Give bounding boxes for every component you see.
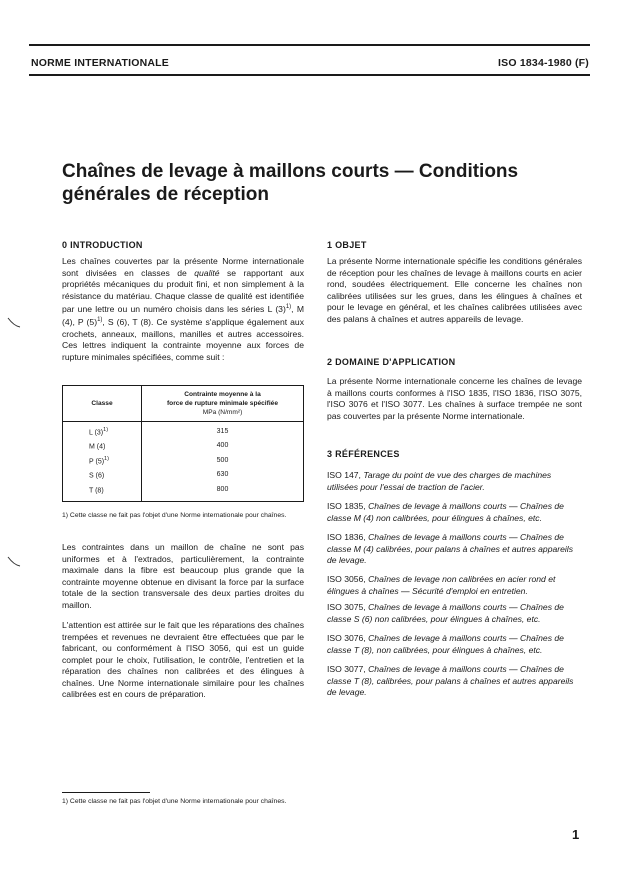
table-row (63, 439, 304, 454)
table-cell-value: 630 (216, 471, 229, 479)
table-cell-classe: T (8) (63, 482, 142, 501)
reference-item: ISO 3076, Chaînes de levage à maillons courts — Chaînes de classe T (8), non calibrées, pour élingues à chaînes, etc. (327, 633, 564, 655)
table-cell-classe: L $(3)^{1)}$ (63, 422, 142, 439)
intro-paragraph-1: Les chaînes couvertes par la présente Norme internationale sont divisées en classes de qualité se rapportant aux propriétés mécaniques du produit fini, et non simplement à la résistance du matériau. Chaque classe de qualité est identifiée par une lettre ou un numéro choisis dans les séries L $(3)^{1)}$, M (4), P $(5)^{1)}$, S (6), T (8). Ce système s'applique également aux crochets, anneaux, maillons, manilles et autres accessoires. Ces lettres indiquent la contrainte moyenne aux forces de rupture minimales spécifiées, comme suit : (62, 256, 305, 362)
table-cell-classe: S (6) (63, 468, 142, 483)
reference-item: ISO 3056, Chaînes de levage non calibrées en acier rond et élingues à chaînes — Sécurité d'emploi en entretien. (327, 574, 556, 596)
intro-paragraph-2: Les contraintes dans un maillon de chaîne ne sont pas uniformes et à l'extrados, particulièrement, la contrainte maximale dans la fibre est beaucoup plus grande que la contrainte moyenne obtenue en divisant la force par la surface totale de la section transversale des deux parties droites du maillon. (62, 542, 304, 610)
reference-item: ISO 1835, Chaînes de levage à maillons courts — Chaînes de classe M (4) non calibrées, pour élingues à chaînes, etc. (327, 501, 564, 523)
table-cell-value: 800 (216, 485, 229, 493)
reference-item: ISO 1836, Chaînes de levage à maillons courts — Chaînes de classe M (4) calibrées, pour palans à chaînes et autres appareils de levage. (327, 532, 574, 565)
document-title: Chaînes de levage à maillons courts — Conditions générales de réception (62, 161, 519, 205)
header-top-rule (29, 44, 590, 46)
reference-item: ISO 3077, Chaînes de levage à maillons courts — Chaînes de classe T (8), calibrées, pour palans à chaînes et autres appareils de levage. (327, 664, 574, 697)
reference-item: ISO 147, Tarage du point de vue des charges de machines utilisées pour l'essai de traction de l'acier. (327, 470, 552, 492)
reference-item: ISO 3075, Chaînes de levage à maillons courts — Chaînes de classe S (6) non calibrées, pour élingues à chaînes, etc. (327, 602, 564, 624)
domaine-paragraph: La présente Norme internationale concerne les chaînes de levage à maillons courts conformes à l'ISO 1835, l'ISO 1836, l'ISO 3075, l'ISO 3076 et l'ISO 3077. Les chaînes à surface trempée ne sont pas couvertes par la présente Norme internationale. (327, 376, 582, 421)
section-heading-domaine: 2 DOMAINE D'APPLICATION (327, 357, 456, 367)
footnote-separator (62, 792, 150, 793)
table-header-classe: Classe (63, 386, 142, 422)
stress-table (62, 385, 304, 502)
table-row (63, 482, 304, 501)
table-row (63, 468, 304, 483)
section-heading-objet: 1 OBJET (327, 240, 367, 250)
table-cell-value: 500 (216, 456, 229, 464)
table-cell-value: 400 (216, 442, 229, 450)
table-footnote: 1) Cette classe ne fait pas l'objet d'une Norme internationale pour chaînes. (62, 512, 287, 519)
header-standard-number: ISO 1834-1980 (F) (498, 57, 589, 69)
table-cell-classe: P $(5)^{1)}$ (63, 453, 142, 468)
table-header-contrainte: Contrainte moyenne à la force de rupture minimale spécifiée MPa (N/mm²) (142, 386, 304, 422)
table-row (63, 422, 304, 439)
objet-paragraph: La présente Norme internationale spécifie les conditions générales de réception pour les chaînes de levage à maillons courts en acier rond, soudées électriquement. Elle concerne les chaînes non calibrées utilisées sur les grues, dans les élingues à chaînes et pour le levage en général, et les chaînes calibrées utilisées avec des palans à chaînes et autres appareils de levage. (327, 256, 582, 324)
table-cell-classe: M (4) (63, 439, 142, 454)
header-left-label: NORME INTERNATIONALE (31, 57, 169, 69)
intro-paragraph-3: L'attention est attirée sur le fait que les réparations des chaînes trempées et revenues ne devraient être effectuées que par le fabricant, ou conformément à l'ISO 3056, qui est un guide complet pour le choix, l'utilisation, le contrôle, l'entretien et la réparation des chaînes non calibrées et des élingues à chaînes. Une Norme internationale similaire pour les chaînes calibrées est en cours de préparation. (62, 620, 304, 699)
margin-tick-mark (6, 316, 22, 330)
section-heading-introduction: 0 INTRODUCTION (62, 240, 143, 250)
margin-tick-mark (6, 555, 22, 569)
section-heading-references: 3 RÉFÉRENCES (327, 449, 400, 459)
page-footnote: 1) Cette classe ne fait pas l'objet d'une Norme internationale pour chaînes. (62, 798, 287, 805)
table-cell-value: 315 (216, 427, 229, 435)
page-number: 1 (572, 827, 580, 842)
table-row (63, 453, 304, 468)
header-bottom-rule (29, 74, 590, 76)
